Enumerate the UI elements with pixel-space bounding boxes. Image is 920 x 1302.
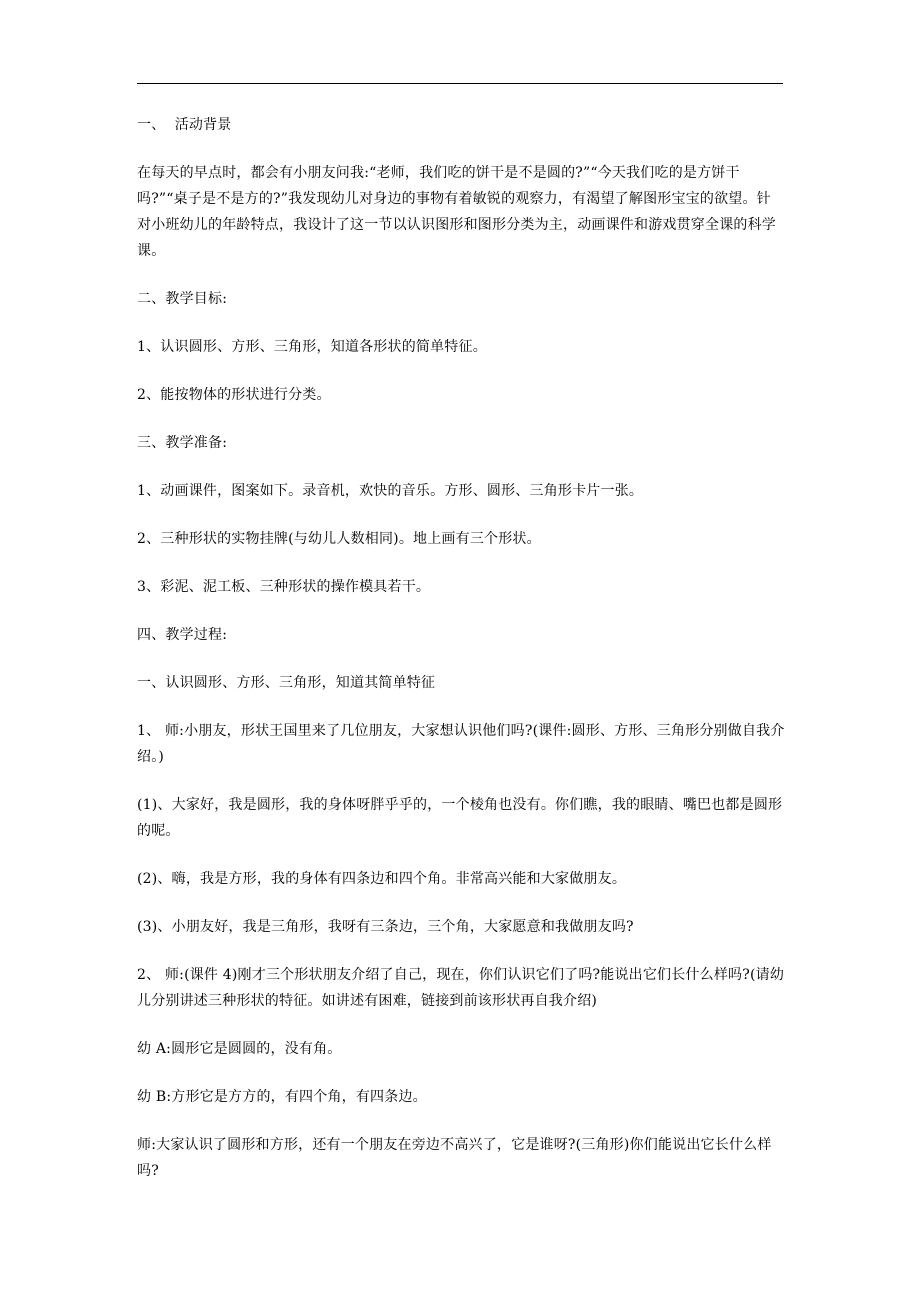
process-step-1: 1、 师:小朋友，形状王国里来了几位朋友，大家想认识他们吗?(课件:圆形、方形、三角形分别做自我介绍。) [137,723,785,765]
preparation-item-1: 1、动画课件，图案如下。录音机，欢快的音乐。方形、圆形、三角形卡片一张。 [137,483,644,499]
teacher-question: 师:大家认识了圆形和方形，还有一个朋友在旁边不高兴了，它是谁呀?(三角形)你们能说出它长什么样吗? [137,1137,772,1179]
preparation-item-2: 2、三种形状的实物挂牌(与幼儿人数相同)。地上画有三个形状。 [137,531,541,547]
process-step-1-square: (2)、嗨，我是方形，我的身体有四条边和四个角。非常高兴能和大家做朋友。 [137,871,627,887]
process-step-1-circle: (1)、大家好，我是圆形，我的身体呀胖乎乎的，一个棱角也没有。你们瞧，我的眼睛、嘴巴也都是圆形的呢。 [137,797,783,839]
paragraph-background-text: 在每天的早点时，都会有小朋友问我:“老师，我们吃的饼干是不是圆的?”“今天我们吃的是方饼干吗?”“桌子是不是方的?”我发现幼儿对身边的事物有着敏锐的观察力，有渴望了解图形宝宝的欲望。针对小班幼儿的年龄特点，我设计了这一节以认识图形和图形分类为主，动画课件和游戏贯穿全课的科学课。 [137,165,776,259]
section-heading-process: 四、教学过程: [137,627,228,643]
section-heading-goals: 二、教学目标: [137,291,228,307]
goal-item-1: 1、认识圆形、方形、三角形，知道各形状的简单特征。 [137,339,487,355]
section-heading-preparation: 三、教学准备: [137,435,228,451]
document-body [137,112,785,1206]
process-step-1-triangle: (3)、小朋友好，我是三角形，我呀有三条边，三个角，大家愿意和我做朋友吗? [137,919,634,935]
preparation-item-3: 3、彩泥、泥工板、三种形状的操作模具若干。 [137,579,431,595]
child-answer-a: 幼 A:圆形它是圆圆的，没有角。 [137,1041,342,1057]
goal-item-2: 2、能按物体的形状进行分类。 [137,387,331,403]
section-heading-background: 一、 活动背景 [137,117,232,133]
process-subheading-1: 一、认识圆形、方形、三角形，知道其简单特征 [137,675,436,691]
header-rule [137,83,783,84]
child-answer-b: 幼 B:方形它是方方的，有四个角，有四条边。 [137,1089,427,1105]
process-step-2: 2、 师:(课件 4)刚才三个形状朋友介绍了自己，现在，你们认识它们了吗?能说出它们长什么样吗?(请幼儿分别讲述三种形状的特征。如讲述有困难，链接到前该形状再自我介绍) [137,967,785,1009]
